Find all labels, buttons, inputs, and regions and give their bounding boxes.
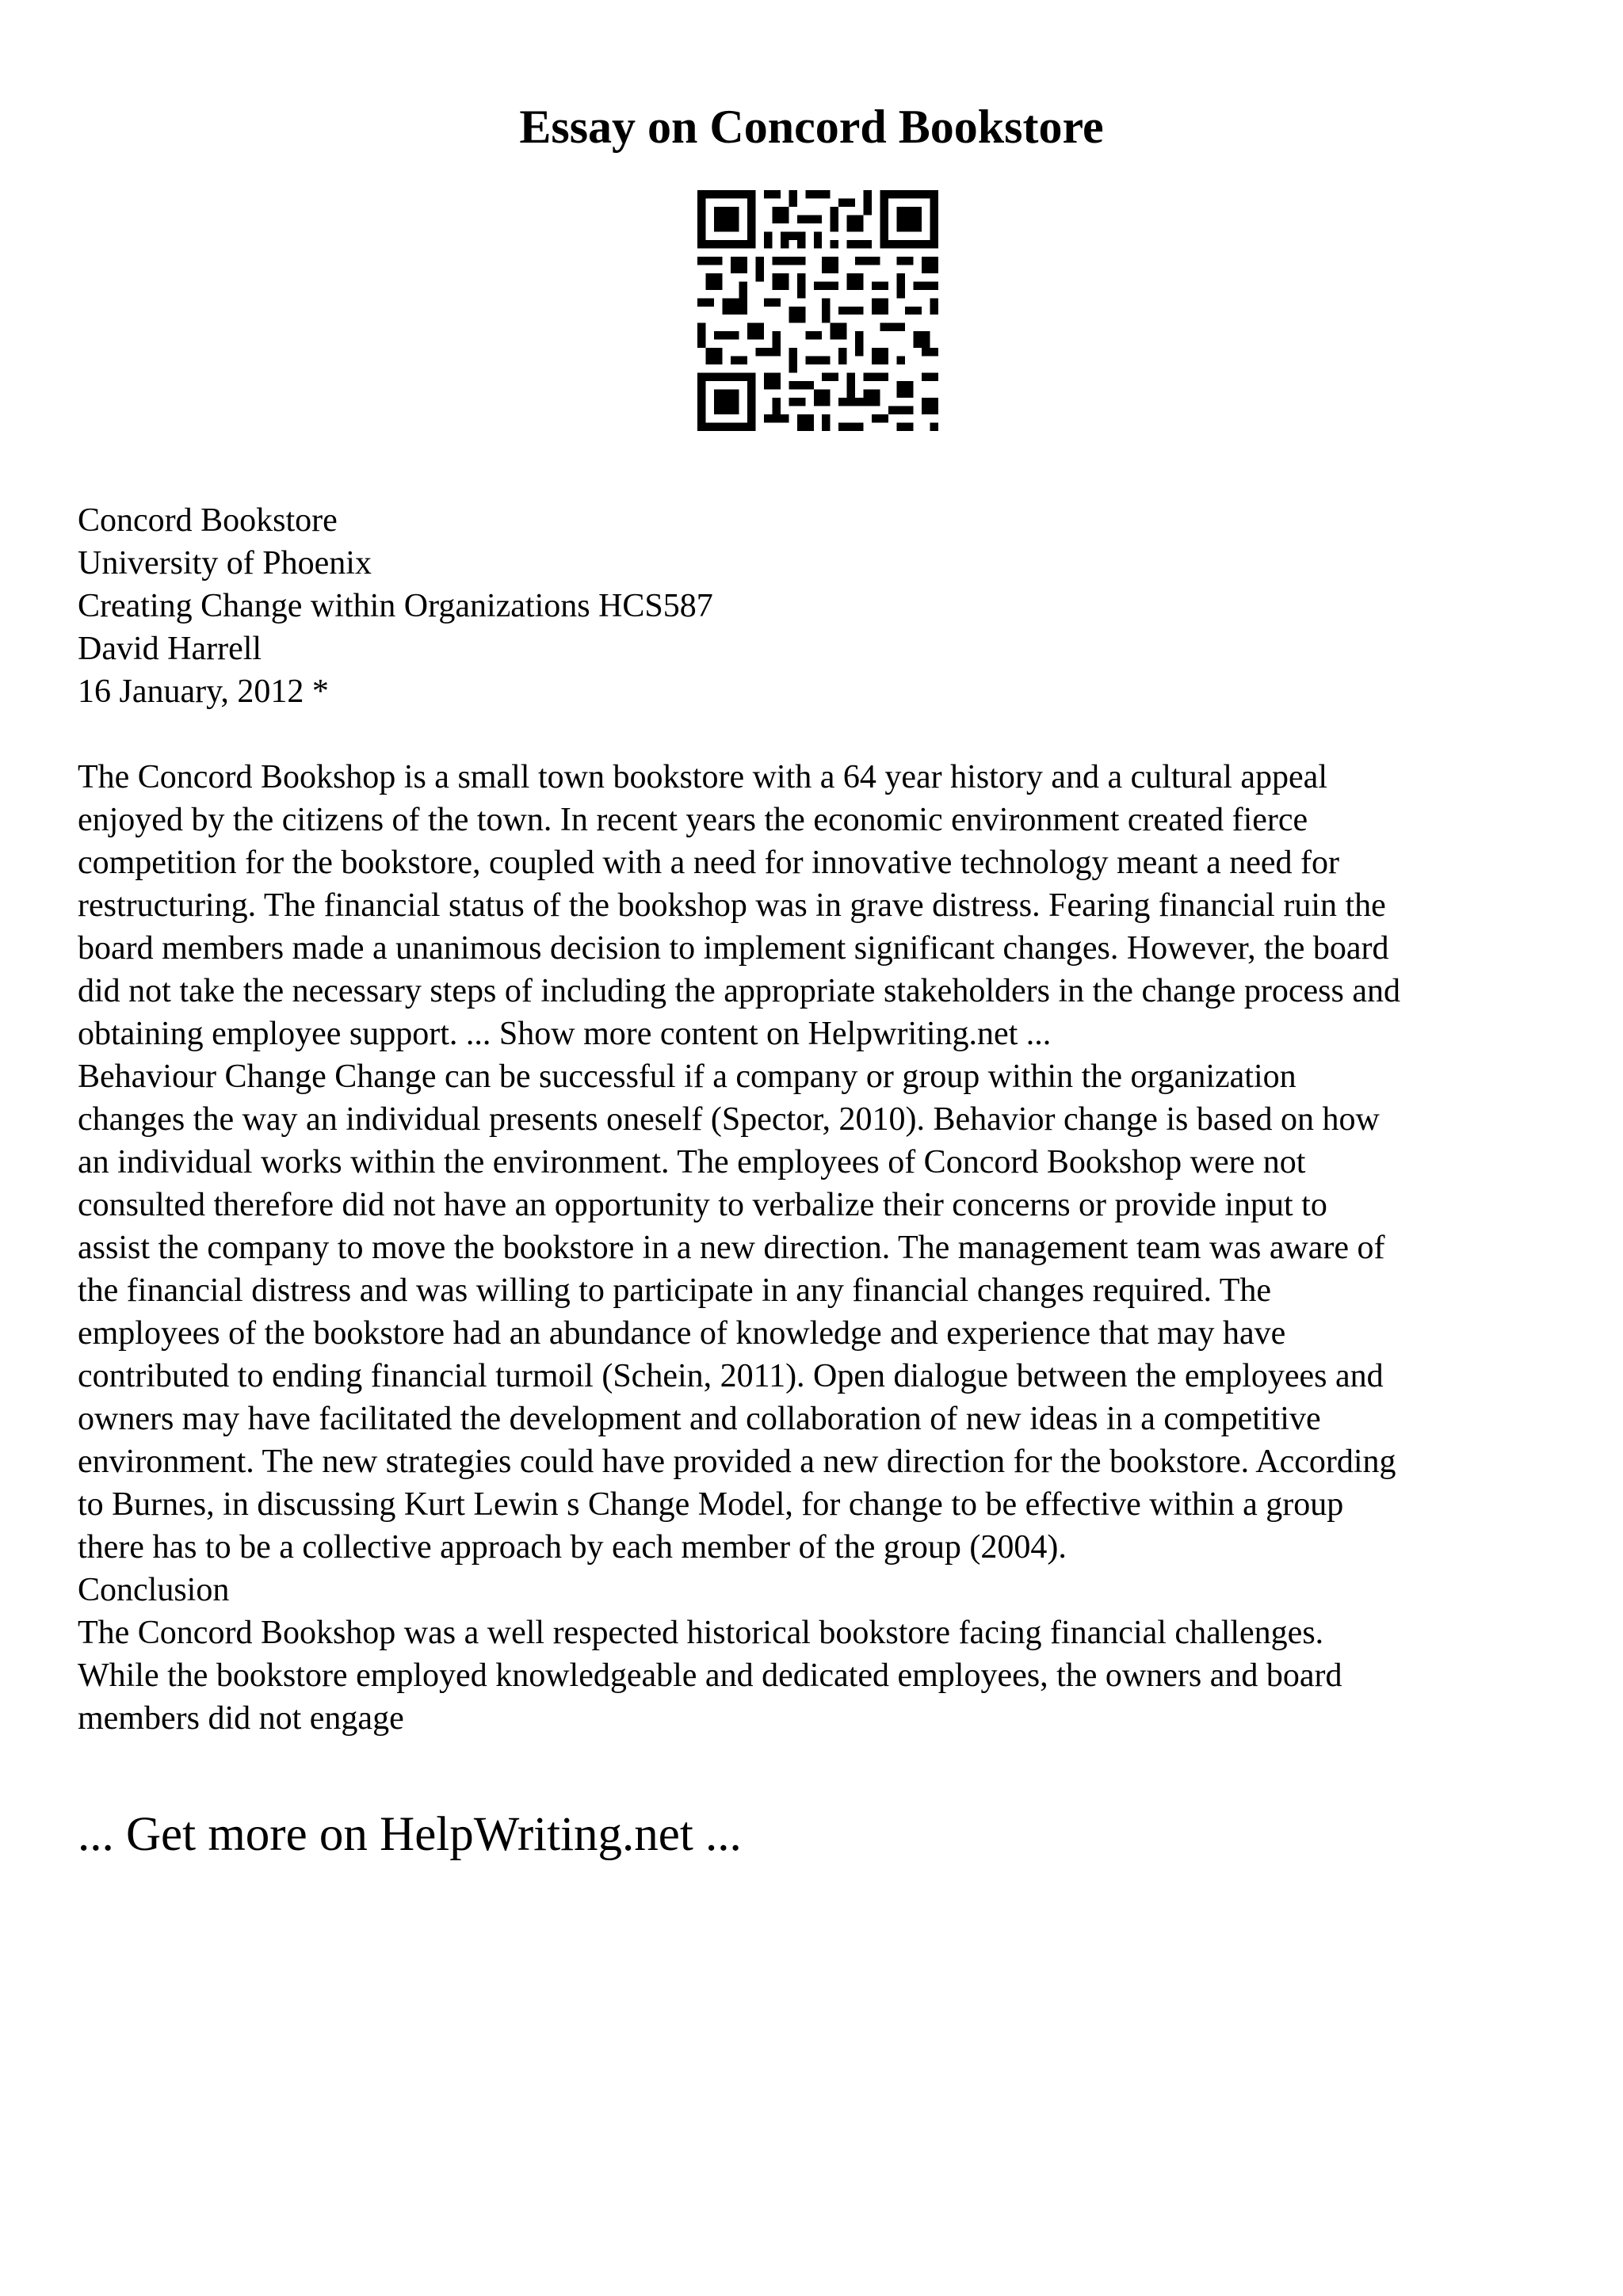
qr-code-icon xyxy=(697,190,938,431)
header-line-author: David Harrell xyxy=(78,631,262,667)
paragraph-conclusion: The Concord Bookshop was a well respected historical bookstore facing financial challenges. While the bookstore employed knowledgeable and dedicated employees, the owners and board members did not engage xyxy=(78,1615,1342,1737)
document-title: Essay on Concord Bookstore xyxy=(519,101,1104,153)
paragraph-spacer xyxy=(78,713,1568,756)
header-line-date: 16 January, 2012 * xyxy=(78,673,329,710)
section-heading-conclusion: Conclusion xyxy=(78,1572,230,1608)
header-line-course-title: Concord Bookstore xyxy=(78,502,338,539)
header-line-course: Creating Change within Organizations HCS587 xyxy=(78,588,713,624)
paragraph-intro: The Concord Bookshop is a small town bookstore with a 64 year history and a cultural appeal enjoyed by the citizens of the town. In recent years the economic environment created fierce competition for the bookstore, coupled with a need for innovative technology meant a need for restructuring. The financial status of the bookshop was in grave distress. Fearing financial ruin the board members made a unanimous decision to implement significant changes. However, the board did not take the necessary steps of including the appropriate stakeholders in the change process and obtaining employee support. ... Show more content on Helpwriting.net ... xyxy=(78,759,1400,1052)
paragraph-behaviour-change: Behaviour Change Change can be successful if a company or group within the organization changes the way an individual presents oneself (Spector, 2010). Behavior change is based on how an individual works within the environment. The employees of Concord Bookshop were not consulted therefore did not have an opportunity to verbalize their concerns or provide input to assist the company to move the bookstore in a new direction. The management team was aware of the financial distress and was willing to participate in any financial changes required. The employees of the bookstore had an abundance of knowledge and experience that may have contributed to ending financial turmoil (Schein, 2011). Open dialogue between the employees and owners may have facilitated the development and collaboration of new ideas in a competitive environment. The new strategies could have provided a new direction for the bookstore. According to Burnes, in discussing Kurt Lewin s Change Model, for change to be effective within a group there has to be a collective approach by each member of the group (2004). xyxy=(78,1058,1396,1566)
get-more-link[interactable]: ... Get more on HelpWriting.net ... xyxy=(78,1808,742,1861)
header-line-university: University of Phoenix xyxy=(78,545,372,582)
qr-code-graphic xyxy=(697,190,938,431)
essay-body xyxy=(78,499,1568,1740)
